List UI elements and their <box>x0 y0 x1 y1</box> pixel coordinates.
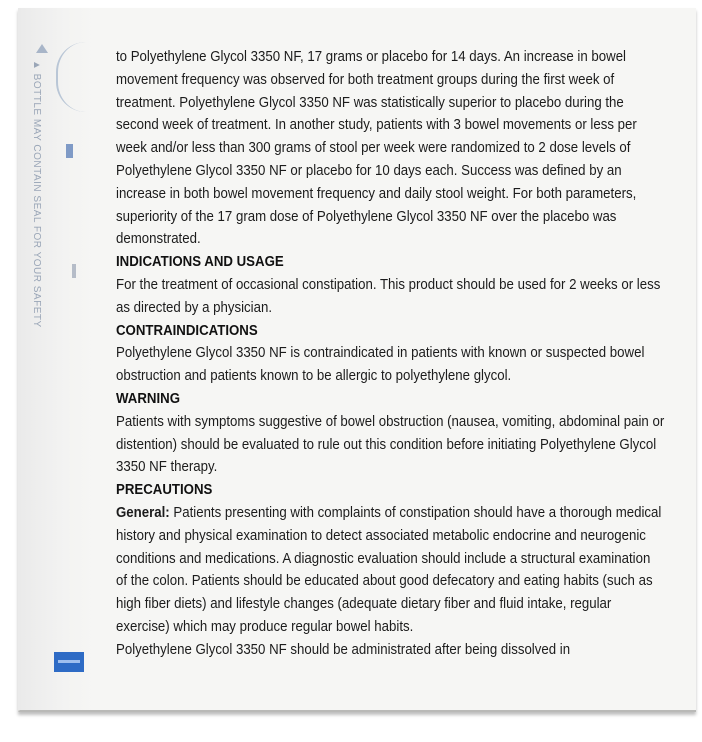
warning-heading: WARNING <box>116 390 180 407</box>
edge-mark-icon <box>72 264 76 278</box>
blue-tab-icon <box>54 652 84 672</box>
arrow-up-icon <box>36 44 48 53</box>
contraindications-paragraph: Polyethylene Glycol 3350 NF is contraindicated in patients with known or suspected bowel obstruction and patients known to be allergic to polyethylene glycol. <box>116 345 645 385</box>
indications-heading: INDICATIONS AND USAGE <box>116 254 284 271</box>
general-label: General: <box>116 504 170 521</box>
edge-vertical-label: ▲ BOTTLE MAY CONTAIN SEAL FOR YOUR SAFETY <box>31 60 42 328</box>
warning-paragraph: Patients with symptoms suggestive of bowel obstruction (nausea, vomiting, abdominal pain or distention) should be evaluated to rule out this condition before initiating Polyethylene Glycol 3350 NF therapy. <box>116 413 665 476</box>
precautions-heading: PRECAUTIONS <box>116 482 213 499</box>
edge-mark-icon <box>66 144 73 158</box>
contraindications-heading: CONTRAINDICATIONS <box>116 322 258 339</box>
administration-paragraph: Polyethylene Glycol 3350 NF should be administrated after being dissolved in <box>116 641 571 658</box>
general-precautions-paragraph <box>116 502 664 639</box>
clinical-studies-paragraph: to Polyethylene Glycol 3350 NF, 17 grams or placebo for 14 days. An increase in bowel movement frequency was observed for both treatment groups during the first week of treatment. Polyethylene Glycol 3350 NF was statistically superior to placebo during the second week of treatment. In another study, patients with 3 bowel movements or less per week and/or less than 300 grams of stool per week were randomized to 2 dose levels of Polyethylene Glycol 3350 NF or placebo for 10 days each. Success was defined by an increase in both bowel movement frequency and daily stool weight. For both parameters, superiority of the 17 gram dose of Polyethylene Glycol 3350 NF over the placebo was demonstrated. <box>116 49 637 248</box>
general-text: Patients presenting with complaints of constipation should have a thorough medical history and physical examination to detect associated metabolic endocrine and neurogenic conditions and medications. A diagnostic evaluation should include a structural examination of the colon. Patients should be educated about good defecatory and eating habits (such as high fiber diets) and lifestyle changes (adequate dietary fiber and fluid intake, regular exercise) which may produce regular bowel habits. <box>116 504 662 635</box>
edge-vertical-text <box>26 60 46 360</box>
indications-paragraph: For the treatment of occasional constipation. This product should be used for 2 weeks or less as directed by a physician. <box>116 276 661 316</box>
label-text-block <box>116 46 664 662</box>
